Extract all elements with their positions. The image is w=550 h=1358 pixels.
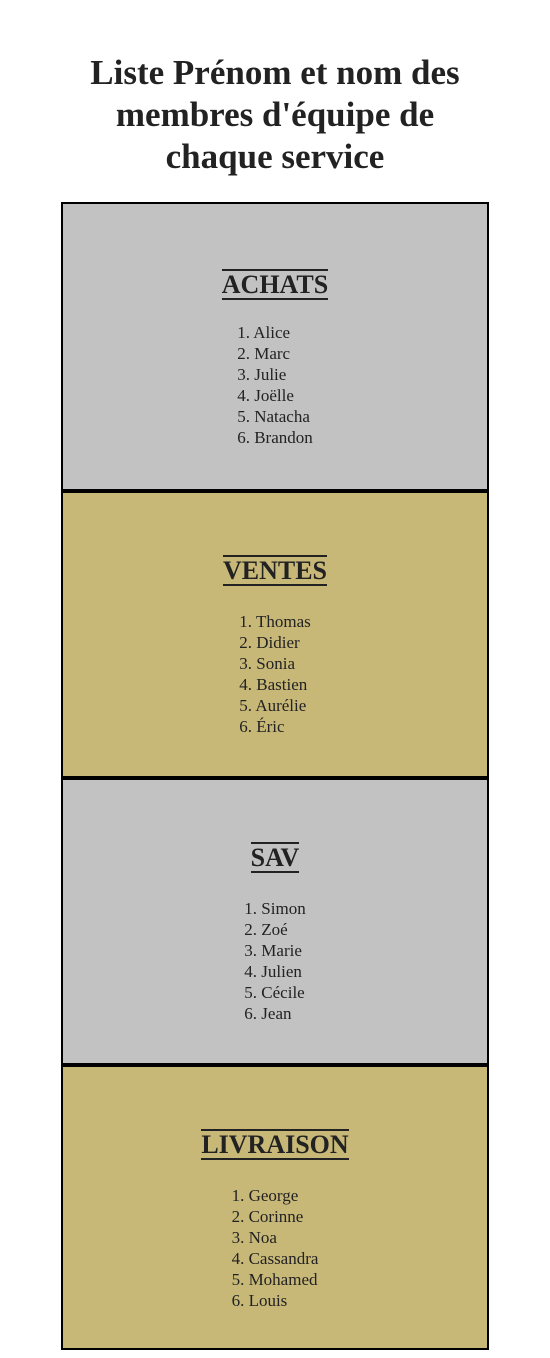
- service-name: LIVRAISON: [201, 1130, 349, 1159]
- service-name: VENTES: [222, 556, 328, 585]
- service-heading: [63, 555, 487, 586]
- page-title-line-3: chaque service: [165, 137, 385, 176]
- member-list: [63, 1185, 487, 1311]
- service-section-sav: [63, 776, 487, 1063]
- list-item: 1. Simon: [244, 899, 306, 918]
- page-title-line-2: membres d'équipe de: [115, 95, 435, 134]
- list-item: 3. Sonia: [239, 654, 295, 673]
- list-item: 5. Aurélie: [239, 696, 307, 715]
- list-item: 6. Louis: [231, 1291, 288, 1310]
- list-item: 6. Éric: [239, 717, 285, 736]
- service-section-achats: [63, 204, 487, 489]
- list-item: 3. Marie: [244, 941, 302, 960]
- list-item: 1. Alice: [237, 323, 291, 342]
- list-item: 5. Mohamed: [231, 1270, 318, 1289]
- list-item: 3. Julie: [237, 365, 287, 384]
- page-title: [0, 52, 550, 178]
- list-item: 2. Didier: [239, 633, 300, 652]
- list-item: 4. Cassandra: [231, 1249, 319, 1268]
- list-item: 4. Bastien: [239, 675, 308, 694]
- list-item: 2. Corinne: [231, 1207, 304, 1226]
- member-list: [63, 611, 487, 737]
- service-heading: [63, 1129, 487, 1160]
- service-name: ACHATS: [221, 270, 329, 299]
- list-item: 1. Thomas: [239, 612, 311, 631]
- list-item: 6. Jean: [244, 1004, 292, 1023]
- service-section-ventes: [63, 489, 487, 776]
- list-item: 5. Cécile: [244, 983, 305, 1002]
- service-name: SAV: [250, 843, 300, 872]
- service-heading: [63, 269, 487, 300]
- list-item: 2. Zoé: [244, 920, 288, 939]
- member-list: [63, 898, 487, 1024]
- page-title-line-1: Liste Prénom et nom des: [90, 53, 460, 92]
- list-item: 6. Brandon: [237, 428, 313, 447]
- member-list: [63, 322, 487, 448]
- list-item: 3. Noa: [231, 1228, 277, 1247]
- service-heading: [63, 842, 487, 873]
- service-section-livraison: [63, 1063, 487, 1348]
- list-item: 1. George: [231, 1186, 299, 1205]
- list-item: 2. Marc: [237, 344, 291, 363]
- list-item: 5. Natacha: [237, 407, 310, 426]
- list-item: 4. Joëlle: [237, 386, 294, 405]
- services-table: [61, 202, 489, 1350]
- list-item: 4. Julien: [244, 962, 302, 981]
